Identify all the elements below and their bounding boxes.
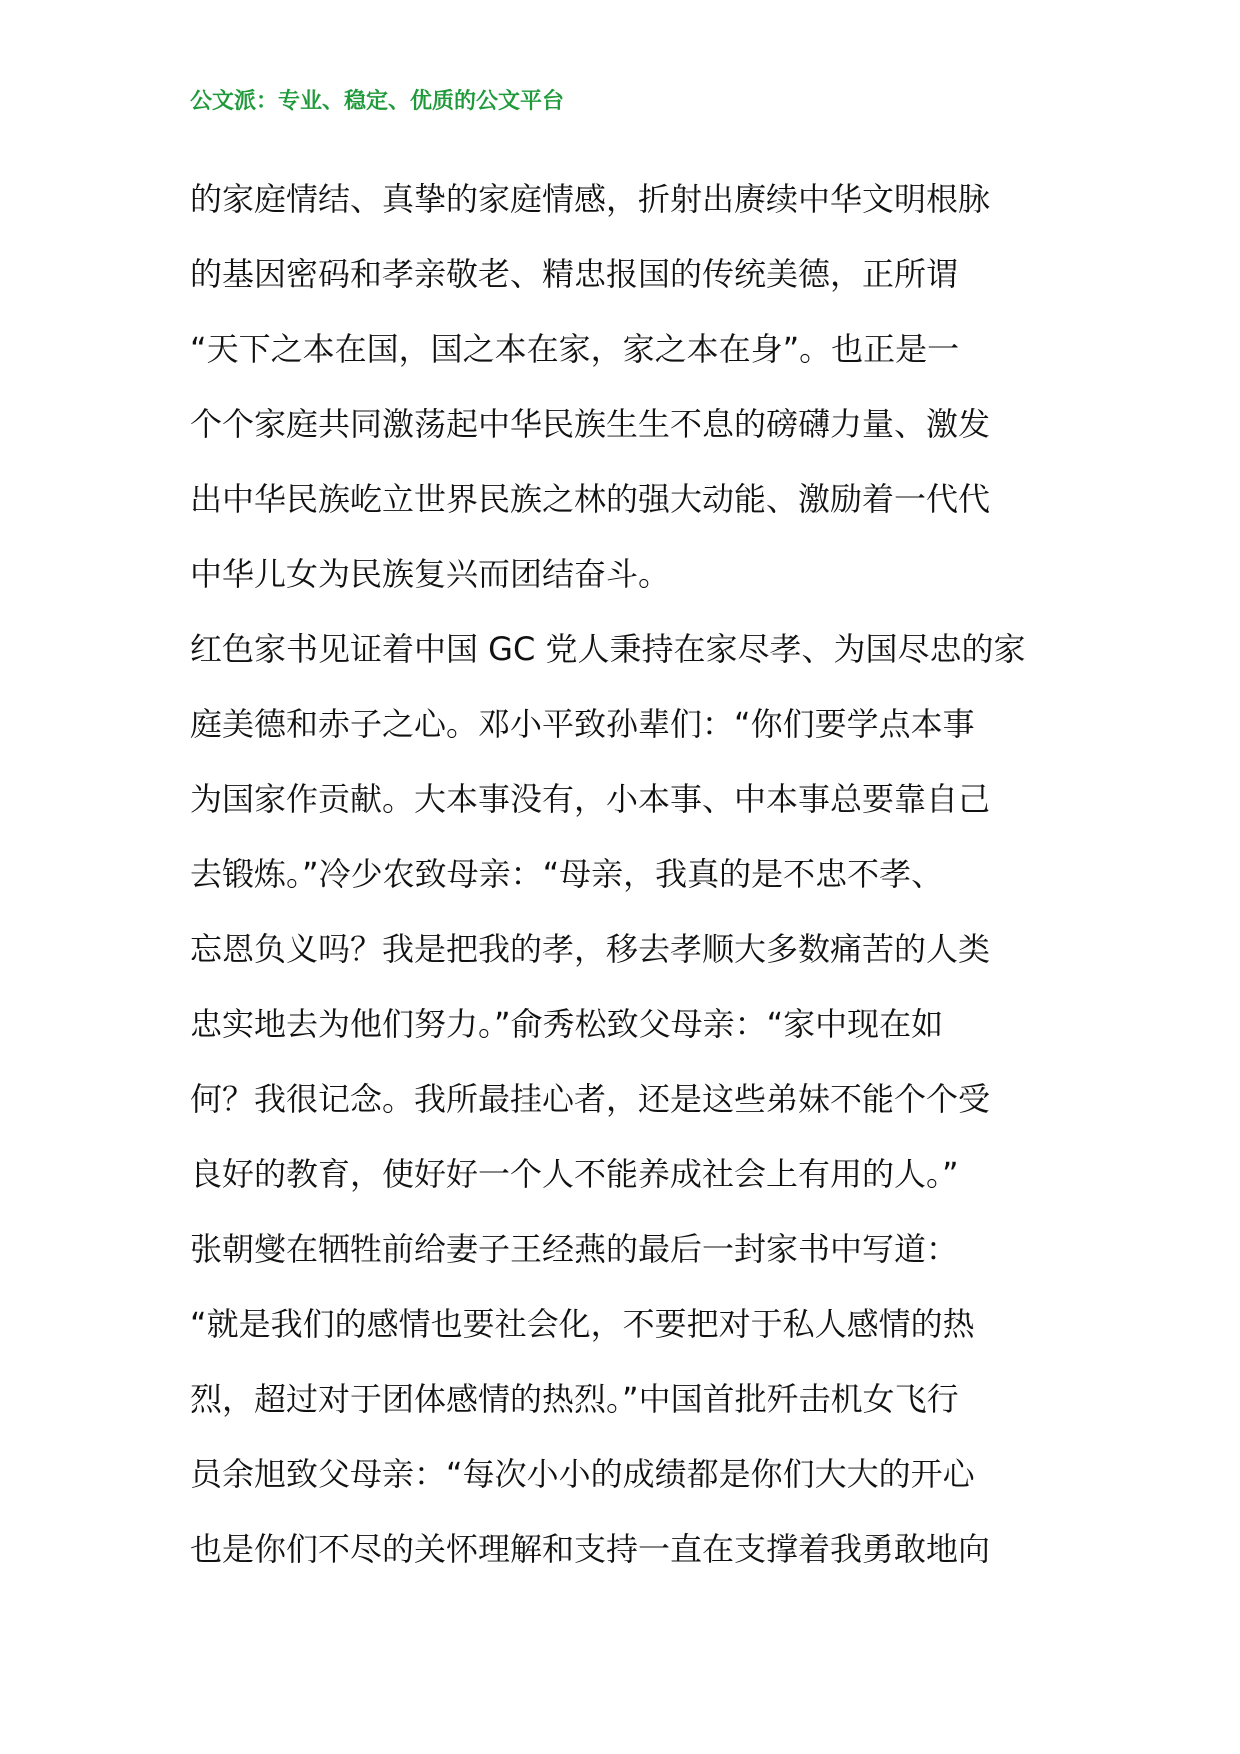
text-line: 员余旭致父母亲：“每次小小的成绩都是你们大大的开心 [190,1455,975,1493]
text-line: 去锻炼。”冷少农致母亲：“母亲，我真的是不忠不孝、 [190,855,944,893]
text-line: 的基因密码和孝亲敬老、精忠报国的传统美德，正所谓 [190,255,959,293]
text-line: 忘恩负义吗？我是把我的孝，移去孝顺大多数痛苦的人类 [190,930,991,968]
text-line: 庭美德和赤子之心。邓小平致孙辈们：“你们要学点本事 [190,705,975,743]
text-line: 张朝燮在牺牲前给妻子王经燕的最后一封家书中写道： [190,1230,959,1268]
text-line: 红色家书见证着中国 GC 党人秉持在家尽孝、为国尽忠的家 [190,630,1026,668]
site-header-title: 公文派：专业、稳定、优质的公文平台 [190,89,565,114]
text-line: 个个家庭共同激荡起中华民族生生不息的磅礴力量、激发 [190,405,991,443]
text-line: 烈，超过对于团体感情的热烈。”中国首批歼击机女飞行 [190,1380,959,1418]
text-line: 中华儿女为民族复兴而团结奋斗。 [190,555,671,593]
text-line: “就是我们的感情也要社会化，不要把对于私人感情的热 [190,1305,975,1343]
document-body [190,162,1050,1587]
paragraph-2 [190,612,1050,1587]
text-line: 出中华民族屹立世界民族之林的强大动能、激励着一代代 [190,480,991,518]
text-line: 的家庭情结、真挚的家庭情感，折射出赓续中华文明根脉 [190,180,991,218]
text-line: 忠实地去为他们努力。”俞秀松致父母亲：“家中现在如 [190,1005,944,1043]
text-line: 良好的教育，使好好一个人不能养成社会上有用的人。” [190,1155,959,1193]
text-line: “天下之本在国，国之本在家，家之本在身”。也正是一 [190,330,960,368]
text-line: 为国家作贡献。大本事没有，小本事、中本事总要靠自己 [190,780,991,818]
paragraph-1 [190,162,1050,612]
text-line: 也是你们不尽的关怀理解和支持一直在支撑着我勇敢地向 [190,1530,991,1568]
text-line: 何？我很记念。我所最挂心者，还是这些弟妹不能个个受 [190,1080,991,1118]
